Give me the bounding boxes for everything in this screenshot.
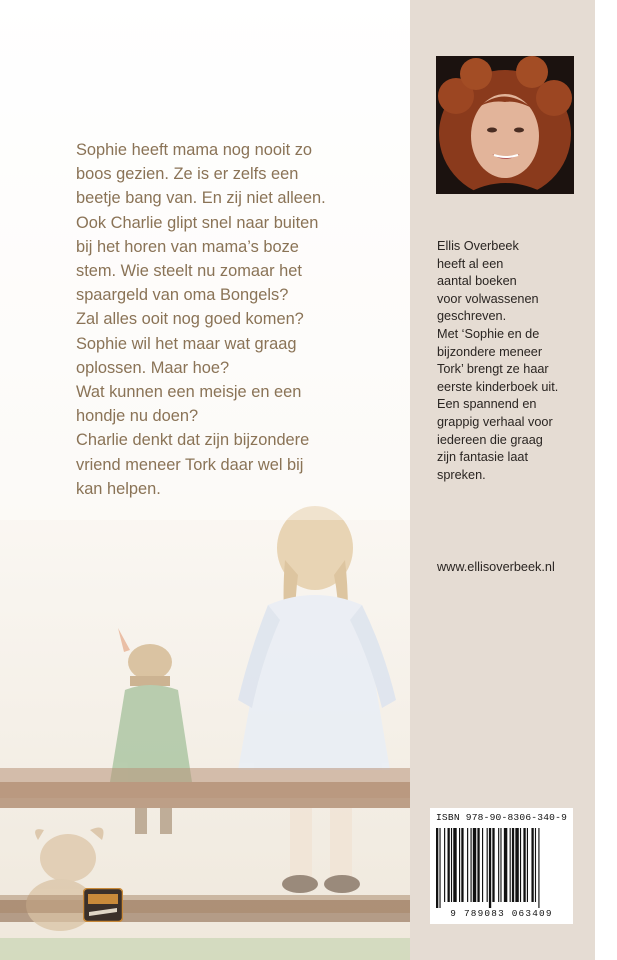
author-photo xyxy=(436,56,574,194)
blurb-line: beetje bang van. En zij niet alleen. xyxy=(76,189,326,208)
bio-line: voor volwassenen xyxy=(437,291,539,306)
isbn-label: ISBN 978-90-8306-340-9 xyxy=(435,812,568,823)
author-website[interactable]: www.ellisoverbeek.nl xyxy=(437,560,555,574)
blurb-line: hondje nu doen? xyxy=(76,407,199,426)
bio-line: heeft al een xyxy=(437,256,504,271)
blurb-line: stem. Wie steelt nu zomaar het xyxy=(76,262,302,281)
isbn-barcode xyxy=(430,808,573,924)
blurb-line: vriend meneer Tork daar wel bij xyxy=(76,455,304,474)
bio-line: grappig verhaal voor xyxy=(437,414,553,429)
isbn-digits: 9 789083 063409 xyxy=(450,908,553,919)
bio-line: iedereen die graag xyxy=(437,432,543,447)
bio-line: eerste kinderboek uit. xyxy=(437,379,559,394)
blurb-line: kan helpen. xyxy=(76,479,161,498)
bio-line: aantal boeken xyxy=(437,274,517,289)
bio-line: Tork’ brengt ze haar xyxy=(437,362,549,377)
blurb-line: Sophie heeft mama nog nooit zo xyxy=(76,141,312,159)
blurb-line: Charlie denkt dat zijn bijzondere xyxy=(76,431,310,450)
blurb-line: Ook Charlie glipt snel naar buiten xyxy=(76,213,319,232)
blurb-line: spaargeld van oma Bongels? xyxy=(76,286,289,305)
back-cover-blurb xyxy=(76,138,396,501)
bio-line: geschreven. xyxy=(437,309,507,324)
bio-line: bijzondere meneer xyxy=(437,344,543,359)
blurb-line: Zal alles ooit nog goed komen? xyxy=(76,310,304,329)
bio-line: zijn fantasie laat xyxy=(437,450,528,465)
blurb-line: oplossen. Maar hoe? xyxy=(76,358,230,377)
author-bio xyxy=(437,238,595,484)
bio-line: spreken. xyxy=(437,467,486,482)
bio-line: Met ‘Sophie en de xyxy=(437,326,540,341)
blurb-line: Sophie wil het maar wat graag xyxy=(76,334,297,353)
publisher-logo xyxy=(83,888,123,922)
blurb-line: bij het horen van mama’s boze xyxy=(76,237,299,256)
barcode-bars xyxy=(436,828,567,908)
blurb-line: boos gezien. Ze is er zelfs een xyxy=(76,165,299,184)
bio-line: Ellis Overbeek xyxy=(437,239,519,253)
blurb-line: Wat kunnen een meisje en een xyxy=(76,383,302,402)
bio-line: Een spannend en xyxy=(437,397,537,412)
